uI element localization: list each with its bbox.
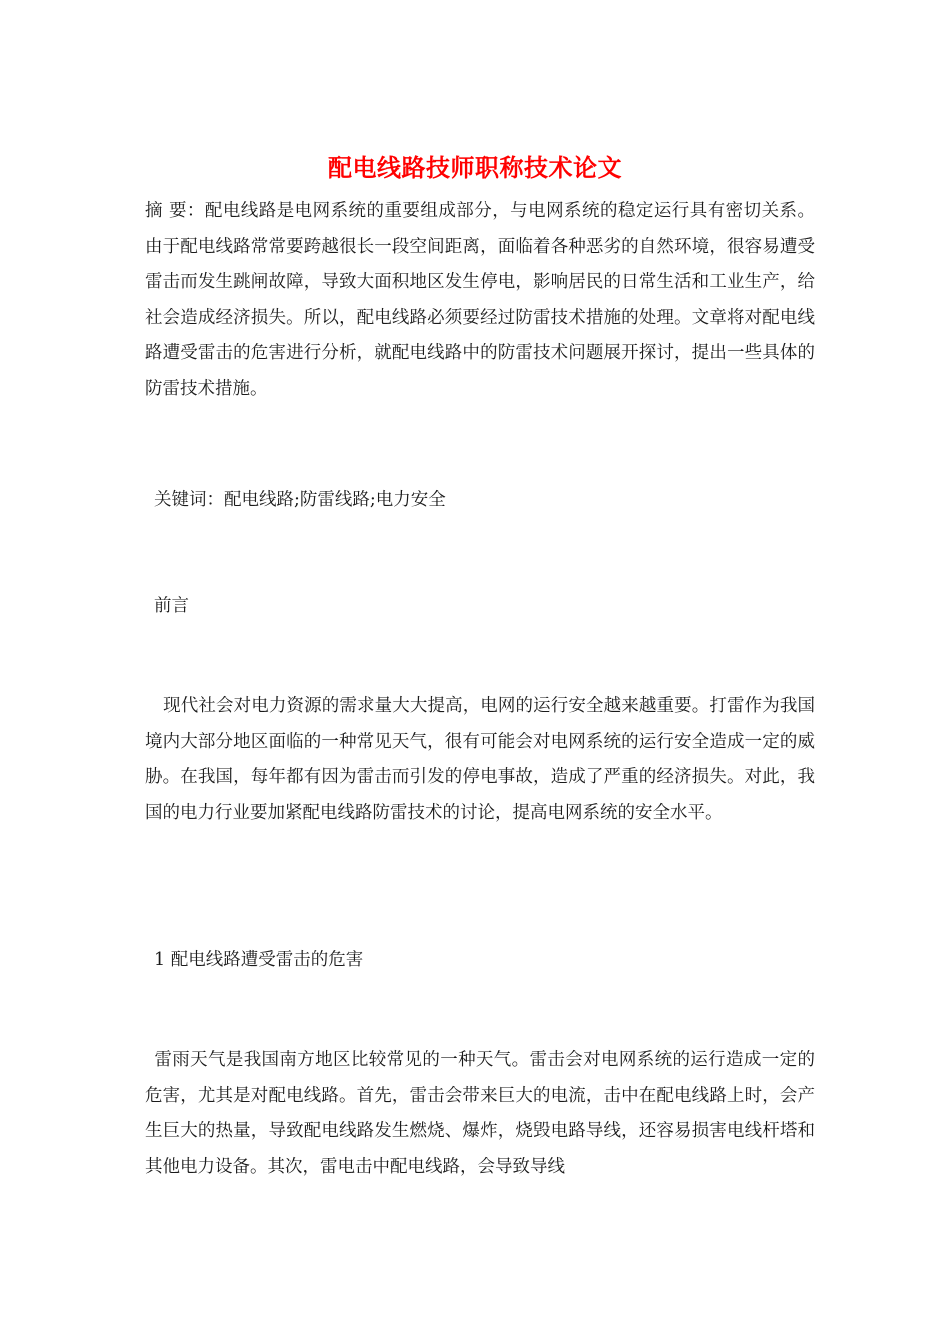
section-1-paragraph <box>145 1043 815 1185</box>
preface-heading: 前言 <box>154 596 189 616</box>
section-1-heading: 1 配电线路遭受雷击的危害 <box>154 950 364 970</box>
preface-paragraph-text: 现代社会对电力资源的需求量大大提高，电网的运行安全越来越重要。打雷作为我国境内大部分地区面临的一种常见天气，很有可能会对电网系统的运行安全造成一定的威胁。在我国，每年都有因为雷击而引发的停电事故，造成了严重的经济损失。对此，我国的电力行业要加紧配电线路防雷技术的讨论，提高电网系统的安全水平。 <box>145 696 815 823</box>
keywords-line: 关键词：配电线路;防雷线路;电力安全 <box>154 490 446 510</box>
section-1-paragraph-text: 雷雨天气是我国南方地区比较常见的一种天气。雷击会对电网系统的运行造成一定的危害，尤其是对配电线路。首先，雷击会带来巨大的电流，击中在配电线路上时，会产生巨大的热量，导致配电线路发生燃烧、爆炸，烧毁电路导线，还容易损害电线杆塔和其他电力设备。其次，雷电击中配电线路，会导致导线 <box>145 1050 815 1177</box>
abstract-paragraph: 摘 要：配电线路是电网系统的重要组成部分，与电网系统的稳定运行具有密切关系。由于配电线路常常要跨越很长一段空间距离，面临着各种恶劣的自然环境，很容易遭受雷击而发生跳闸故障，导致大面积地区发生停电，影响居民的日常生活和工业生产，给社会造成经济损失。所以，配电线路必须要经过防雷技术措施的处理。文章将对配电线路遭受雷击的危害进行分析，就配电线路中的防雷技术问题展开探讨，提出一些具体的防雷技术措施。 <box>145 201 815 399</box>
document-title: 配电线路技师职称技术论文 <box>328 153 622 182</box>
preface-paragraph <box>145 689 815 831</box>
